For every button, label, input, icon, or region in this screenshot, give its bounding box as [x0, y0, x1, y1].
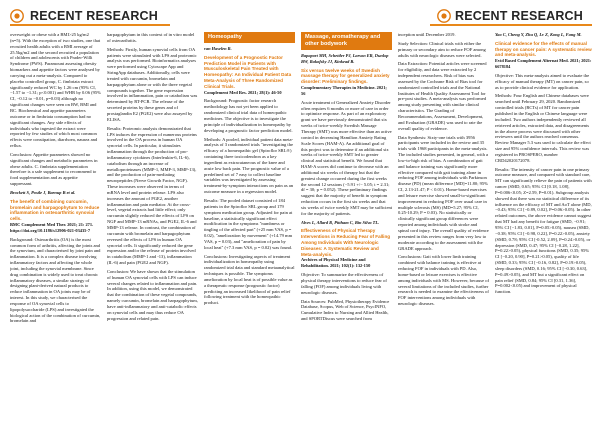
article-title: Clinical evidence for the effects of manual therapy on cancer pain: A systematic review and meta-analysis.	[495, 40, 592, 58]
article-reference: Archives of Physical Medicine and Rehabilitation. 2021; 102(1): 132-150	[301, 257, 371, 269]
methods-paragraph: Methods: Four English and Chinese databases were searched until February 29, 2020. Randomized controlled trials (RCTs) of MT for cancer pain published in the English or Chinese language were included. Two authors independently reviewed all retrieved articles, extracted data, and disagreements in the above process were discussed with other reviewers until the authors reached consensus. Review Manager 5.3 was used to calculate the effect size and 95% confidence intervals. This review was registered in PROSPERO, number CRD42020172078.	[495, 93, 591, 163]
methods-paragraph: Methods: A pooled, individual patient data meta-analysis of 3 randomized trials "investigating the efficacy of a homeopathic gel (Spiroflor SRL®) containing three toxicodendron as a key ingredient as extracutaneous of the knee and acute low back pain. The prognostic value of a predefined set of 7 easy to collect baseline variables was investigated by assessing treatment-by-symptom interactions on pain as an outcome measure in a regression model.	[204, 136, 294, 195]
paragraph: harpagophytum in this context of in vitro model of osteoarthritis.	[107, 32, 195, 43]
header-title-right: RECENT RESEARCH	[455, 9, 584, 23]
conclusion-paragraph: Conclusion: We have shown that the stimulation of human OA synovial cells with LPS can induce several changes related to inflammation and pain. In addition, using this model, we demonstrated that the combination of these vegetal compounds, namely curcumin, bromelain and harpagophytum, have anti-inflammatory and anti-catabolic effects on synovial cells and may thus reduce OA progression and related pain.	[107, 268, 198, 321]
article-title: Effectiveness of Physical Therapy Interventions in Reducing Fear of Falling Among Individuals With Neurologic Diseases: A Systematic Review and Meta-analysis.	[301, 228, 391, 257]
article-authors: van Haselen R.	[204, 46, 232, 51]
article-reference: Evid Based Complement Alternat Med. 2021; 2021: 6678184	[495, 58, 592, 70]
journal-logo-icon	[10, 9, 24, 23]
article-authors: Rapaport MH, Schettler PJ, Larson ER, Dunlop BW, Rakofsky JJ, Kinkead B.	[301, 53, 389, 64]
column-4	[301, 32, 392, 420]
study-selection-paragraph: Study Selection: Clinical trials with either the primary or secondary aim to reduce FOF among adults with neurologic diseases were selected.	[398, 40, 486, 58]
header-right	[430, 9, 592, 25]
results-paragraph: Results: The intensity of cancer pain in one primary outcome measure, and compared with standard care, MT can significantly relieve the pain of patients with cancer (SMD, 0.65; 95% CI [0.18, 1.08], P=0.006<0.05; Z=2.59, P=0.01). Subgroup analysis showed that there was no statistical difference of its influence on the efficacy of MT and AoT alone (MD, −0.43; 95% CI [−0.89, 0.02], P=0.06>0.05). In other related outcomes, the above evidence cannot suggest that MT had any benefit for fatigue (SMD, −0.91; 95% CI [−1.83, 0.01], P=0.05>0.05), nausea (SMD, −0.38; 95% CI [−0.98, 0.22], P=0.22>0.05), anxiety (SMD, 0.78; 95% CI [-0.52, 2.09], P=0.24>0.05), or depression (SMD, 0.47; 95% CI [−0.28, 1.22], P=0.22>0.05), physical functions (SMD, 0.35; 95% CI [−0.20, 0.90], P=0.21>0.05), quality of life (SMD, 0.33; 95% CI [−0.16, 0.82], P=0.19>0.05), sleep disorders (SMD, 0.16; 95% CI [−0.30, 0.63], P=0.49>0.05), and MT but a significant effect on pain relief (SMD, 0.84; 95% CI [0.31, 1.36], P=0.002<0.05) and improvement of physical function.	[495, 166, 592, 295]
article-title: Six versus twelve weeks of Swedish massage therapy for generalized anxiety disorder: Preliminary findings.	[301, 67, 390, 85]
paragraph: inception until December 2019.	[398, 32, 456, 37]
article-reference: Complement Med Res. 2021; 28(1): 46-50	[204, 89, 282, 95]
article-title: Development of a Prognostic Factor Prediction Model in Patients with Musculoskeletal Pain Treated with Homeopathy: An Individual Patient Data Meta-Analysis of Three Randomized Clinical Trials.	[204, 54, 292, 89]
data-sources-paragraph: Data Sources: PubMed, Physiotherapy Evidence Database, Scopus, Web of Science, PsycINFO, Cumulative Index to Nursing and Allied Health, and SPORTDiscus were searched from	[301, 298, 390, 322]
article-authors: Brockett S, Postle J, Barnup B et al.	[10, 189, 76, 195]
column-6	[495, 32, 592, 420]
paragraph: overweight or obese with a BMI>25 kg/m2 (n=5). With the exception of two studies, one that recruited health adults with a BMI average of 25.5kg/m2 and the second recruited a population of children and adolescents with Prader-Willi Syndrome (PWS). Paramount assessing obesity biomarkers and appetite factors were analysed by carrying out a meta-analysis. Compared to placebo controlled group, C. fimbriata extract significantly reduced WC by 1.26 cm (95% CI, −1.57 to −1.31; p<0.001) and WHR by 0.06 (95% CI, −0.12 to −0.01, p=0.03) although no significant changes were seen on BW, BMI and BC. Biochemical and appetite parameters outcome or in fimbriata consumption had no significant changes. Any side effects of individuals who ingested the extract were reported by few studies of which most common effects were constipation, diarrhoea, nausea and reflux.	[10, 32, 101, 149]
article-authors: Alves L, Allard R, Pittham C, Bin Silva TL.	[301, 219, 380, 225]
column-5	[398, 32, 489, 420]
header-rule-left	[10, 24, 170, 26]
methods-paragraph: Methods: Firstly, human synovial cells from OA patients were stimulated with LPS and proteomic analysis was performed. Bioinformatics analyses were performed using Cytoscape App and StringApp databases. Additionally, cells were treated with curcumin, bromelain and harpagophytum alone or with the three vegetal compounds together. The gene expression involved in inflammation, pain or catabolism was determined by RT-PCR. The release of the secreted proteins by these genes and of prostaglandin E2 (PGE2) were also assayed by ELISA.	[107, 46, 198, 122]
results-paragraph: Results: Proteomic analysis demonstrated that LPS induces the expression of numerous proteins involved in the OA process in human OA synovial cells. In particular, it stimulates inflammation through the production of pro-inflammatory cytokines (Interleukin-6, IL-6), catabolism through an increase of metalloproteinases (MMP-1, MMP-3, MMP-13), and the production of pain-mediating neuropeptides (Nerve Growth Factor, NGF). These increases were observed in terms of mRNA level and protein release. LPS also increases the amount of PGE2, another inflammation and pain mediator. At the cross-level, vegetal extracts had little effect; only curcumin slightly reduced the effects of LPS on NGF and MMP-13 mRNAs, and PGE2, IL-6 and MMP-13 release. In contrast, the combination of curcumin with bromelain and harpagophytum reversed the effects of LPS in human OA synovial cells. It significantly reduced the gene expression and/or the release of protein involved in catabolism (MMP-1 and -13), inflammation (IL-6) and pain (PGE2 and NGF).	[107, 125, 197, 266]
article-authors: Yao C, Cheng Y, Zhu Q, Lv Z, Kong L, Fang M.	[495, 32, 582, 37]
objective-paragraph: Objective: This meta-analysis aimed to evaluate the efficacy of manual therapy (MT) on cancer pain, so as to provide clinical evidence for application.	[495, 72, 590, 90]
column-1	[10, 32, 101, 420]
paragraph: Acute treatment of Generalized Anxiety Disorder often requires 6 months or more of care in order to optimize response. As part of an exploratory grant we have previously demonstrated that six weeks of twice-weekly Swedish Massage Therapy (SMT) was more effective than an active control in decreasing Hamilton Anxiety Rating Scale Scores (HAM-A). An additional goal of this project was to determine if an additional six weeks of twice-weekly SMT led to greater clinical and statistical benefit. We found that HAM-A scores did continue to decrease with an additional six weeks of therapy but that the greatest change occurred during the first weeks the second 12 sessions (−5.91 +/− 5.05; t = 2.31; df = 30; p = 0.052). These preliminary findings suggest that the majority of benefit in symptom reduction occurs in the first six weeks and that six weeks of twice weekly SMT may be sufficient for the majority of patients.	[301, 99, 392, 216]
section-banner-massage: Massage, aromatherapy and other bodywork	[301, 32, 392, 50]
article-reference: BMC Complement Med Ther. 2021; 21: 271. https://doi.org/10.1186/s12906-021-03435-7	[10, 221, 94, 233]
conclusion-paragraph: Conclusion: Appetite parameters showed no significant changes and metabolic parameters in obese adults. C. fimbriata supplementation therefore is a safe supplement to recommend to food supplementation and as appetite suppressant.	[10, 151, 98, 187]
header-title-left: RECENT RESEARCH	[30, 9, 159, 23]
data-synthesis-paragraph: Data Synthesis: Sixty-one trials with 3956 participants were included in the review and 35 trials with 1968 participants in the meta-analysis. The included studies presented, in general, with a low-to-high risk of bias. A combination of gait and balance training was significantly more effective compared with gait training alone in reducing FOF among individuals with Parkinson disease (PD) (mean difference [MD]=11.80; 95% CI, 2.13-21.47; P < 0.01). Home-based exercises and leisure exercise showed small-to-significant improvement in reducing FOF over usual care in multiple sclerosis (MS) (MD=5.27; 95% CI, 0.25-10.29; P = 0.03). No statistically or clinically significant group differences were reported among individuals with stroke and spinal cord injury. The overall quality of evidence presented in this review ranges from very low to moderate according to the assessment with the GRADE approach.	[398, 134, 489, 251]
results-paragraph: Results: The pooled dataset consisted of 184 patients in the Spiroflor SRL group and 179 symptom medication group. Adjusted for pain at baseline, a statistically significant effect modification in the symptoms "numbness or tingling of the affected part" (+25 mm VAS, p = 0.02), "amelioration by movement" (+14.79 mm VAS, p = 0.03), and "amelioration of pain by local heat" (+7.3 mm VAS, p = 0.02) was found.	[204, 197, 293, 250]
section-banner-homeopathy: Homeopathy	[204, 32, 295, 43]
conclusions-paragraph: Conclusions: Gait with lower limb training combined with balance training is effective at reducing FOF in individuals with PD. Also, home-based or leisure exercises is effective among individuals with MS. However, because of several limitations of the included studies, further research is needed to examine the effectiveness of FOF interventions among individuals with neurologic diseases.	[398, 254, 489, 307]
header-rule-right	[430, 24, 592, 26]
conclusions-paragraph: Conclusions: Investigating aspects of treatment individualization in homeopathy using randomized trial data and standard metaanalytical techniques is possible. The symptoms amelioration by local heat is of possible value as a therapeutic response (prognostic factor) predicting an increased likelihood of pain relief following treatment with the homeopathic product.	[204, 253, 295, 306]
objective-paragraph: Objective: To summarize the effectiveness of physical therapy interventions to reduce fear of falling (FOF) among individuals living with neurologic diseases.	[301, 272, 387, 295]
column-2	[107, 32, 198, 420]
background-paragraph: Background: Osteoarthritis (OA) is the most common form of arthritis, affecting the joints and the synovium, and characterised by joint pain and inflammation. It is a complex disease involving inflammatory factors and affecting the whole joint, including the synovial membrane. Since drug combination is widely used to treat chronic inflammatory diseases, a similar strategy of designing plant-derived natural products to reduce inflammation in OA joints may be of interest. In this study, we characterised the response of OA synovial cells to lipopolysaccharide (LPS) and investigated the biological action of the combination of curcumin, bromelain and	[10, 236, 101, 324]
article-reference: Complementary Therapies in Medicine. 2021; 56	[301, 85, 387, 96]
article-title: The benefit of combining curcumin, bromelain and harpagophytum to reduce inflammation in osteoarthritic synovial cells.	[10, 198, 100, 222]
journal-logo-icon	[437, 9, 451, 23]
column-3	[204, 32, 295, 420]
background-paragraph: Background: Prognostic factor research methodology has not yet been applied to randomized clinical trial data of homeopathic medicines. The objective is to investigate the principle of individualization in homeopathy by developing a prognostic factor prediction model.	[204, 98, 293, 133]
header-left	[10, 9, 170, 25]
data-extraction-paragraph: Data Extraction: Potential articles were screened for eligibility, and data were extracted by 2 independent researchers. Risk of bias was assessed by the Cochrane Risk of Bias tool for randomized controlled trials and the National Institutes of Health Quality Assessment Tool for pre-post studies. A meta-analysis was performed among study presenting with similar clinical characteristics. The Grading of Recommendations, Assessment, Development, and Evaluation (GRADE) was used to rate the overall quality of evidence.	[398, 61, 487, 131]
